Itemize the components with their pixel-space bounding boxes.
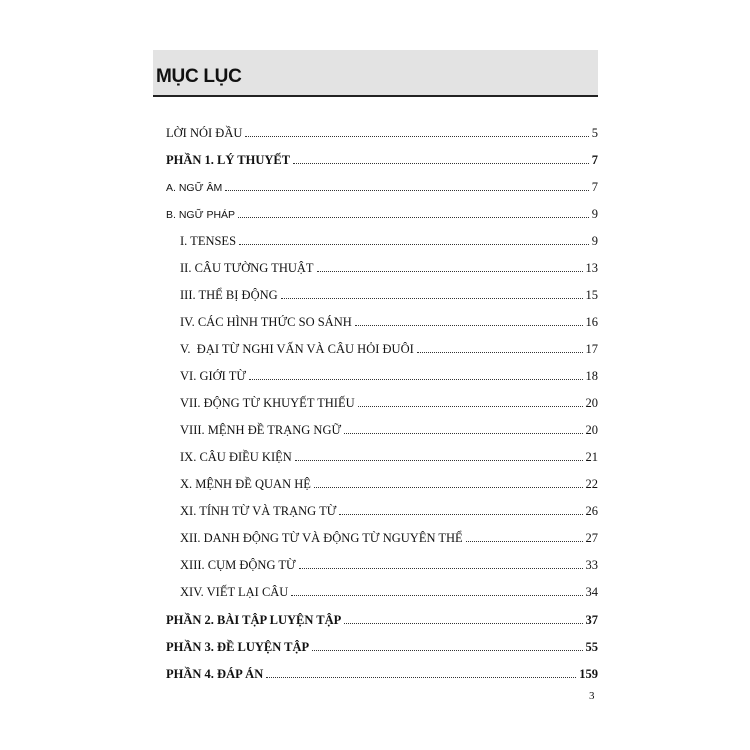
dot-leader [295, 460, 583, 461]
toc-entry-chapter-2 [180, 260, 598, 276]
dot-leader [358, 406, 583, 407]
dot-leader [344, 433, 582, 434]
dot-leader [312, 650, 582, 651]
toc-entry-section-b [166, 206, 598, 222]
toc-entry-chapter-6 [180, 368, 598, 384]
dot-leader [339, 514, 582, 515]
toc-entry-label: I. TENSES [180, 234, 237, 248]
toc-entry-part-4 [166, 666, 598, 682]
toc-entry-label: XI. TÍNH TỪ VÀ TRẠNG TỪ [180, 504, 337, 518]
toc-entry-label: PHẦN 3. ĐỀ LUYỆN TẬP [166, 640, 310, 654]
toc-entry-preface [166, 125, 598, 141]
toc-entry-chapter-12 [180, 530, 598, 546]
toc-entry-label: B. NGỮ PHÁP [166, 209, 236, 221]
dot-leader [249, 379, 582, 380]
toc-entry-label: IV. CÁC HÌNH THỨC SO SÁNH [180, 315, 352, 329]
toc-entry-chapter-3 [180, 287, 598, 303]
toc-entry-label: IX. CÂU ĐIỀU KIỆN [180, 450, 292, 464]
dot-leader [291, 595, 582, 596]
toc-entry-part-2 [166, 612, 598, 628]
dot-leader [355, 325, 583, 326]
toc-entry-label: XII. DANH ĐỘNG TỪ VÀ ĐỘNG TỪ NGUYÊN THỂ [180, 531, 463, 545]
toc-entry-chapter-10 [180, 476, 598, 492]
toc-entry-label: VII. ĐỘNG TỪ KHUYẾT THIẾU [180, 396, 355, 410]
dot-leader [266, 677, 576, 678]
toc-entry-page: 17 [585, 342, 598, 356]
toc-entry-chapter-14 [180, 584, 598, 600]
toc-entry-page: 5 [591, 126, 598, 140]
toc-entry-part-1 [166, 152, 598, 168]
toc-entry-page: 33 [585, 558, 598, 572]
toc-entry-label: LỜI NÓI ĐẦU [166, 126, 243, 140]
toc-entry-page: 7 [591, 153, 598, 167]
toc-entry-chapter-4 [180, 314, 598, 330]
dot-leader [417, 352, 583, 353]
dot-leader [239, 244, 589, 245]
toc-entry-part-3 [166, 639, 598, 655]
page-title: MỤC LỤC [156, 66, 242, 87]
toc-entry-page: 37 [585, 613, 598, 627]
toc-entry-chapter-9 [180, 449, 598, 465]
toc-entry-chapter-11 [180, 503, 598, 519]
dot-leader [225, 190, 589, 191]
toc-entry-label: III. THỂ BỊ ĐỘNG [180, 288, 278, 302]
toc-entry-page: 26 [585, 504, 598, 518]
toc-entry-page: 16 [585, 315, 598, 329]
dot-leader [299, 568, 583, 569]
dot-leader [245, 136, 588, 137]
dot-leader [317, 271, 583, 272]
toc-entry-page: 13 [585, 261, 598, 275]
toc-entry-label: X. MỆNH ĐỀ QUAN HỆ [180, 477, 311, 491]
toc-entry-chapter-7 [180, 395, 598, 411]
toc-entry-page: 159 [579, 667, 598, 681]
toc-entry-label: PHẦN 2. BÀI TẬP LUYỆN TẬP [166, 613, 342, 627]
toc-entry-section-a [166, 179, 598, 195]
dot-leader [466, 541, 583, 542]
dot-leader [281, 298, 583, 299]
toc-entry-page: 20 [585, 423, 598, 437]
toc-entry-chapter-13 [180, 557, 598, 573]
toc-entry-page: 55 [585, 640, 598, 654]
toc-entry-chapter-1 [180, 233, 598, 249]
dot-leader [314, 487, 583, 488]
toc-entry-page: 21 [585, 450, 598, 464]
toc-entry-page: 7 [591, 180, 598, 194]
toc-entry-page: 9 [591, 234, 598, 248]
toc-entry-label: PHẦN 1. LÝ THUYẾT [166, 153, 291, 167]
dot-leader [344, 623, 582, 624]
toc-entry-label: II. CÂU TƯỜNG THUẬT [180, 261, 314, 275]
dot-leader [293, 163, 589, 164]
toc-entry-page: 9 [591, 207, 598, 221]
toc-entry-chapter-5 [180, 341, 598, 357]
page-number: 3 [589, 690, 595, 702]
toc-entry-label: XIII. CỤM ĐỘNG TỪ [180, 558, 296, 572]
toc-entry-label: VIII. MỆNH ĐỀ TRẠNG NGỮ [180, 423, 342, 437]
toc-entry-page: 22 [585, 477, 598, 491]
toc-entry-page: 15 [585, 288, 598, 302]
toc-entry-label: XIV. VIẾT LẠI CÂU [180, 585, 289, 599]
toc-entry-label: VI. GIỚI TỪ [180, 369, 247, 383]
toc-entry-page: 18 [585, 369, 598, 383]
toc-entry-label: PHẦN 4. ĐÁP ÁN [166, 667, 264, 681]
toc-entry-label: A. NGỮ ÂM [166, 182, 223, 194]
toc-entry-page: 34 [585, 585, 598, 599]
toc-entry-label: V. ĐẠI TỪ NGHI VẤN VÀ CÂU HỎI ĐUÔI [180, 342, 414, 356]
toc-entry-page: 20 [585, 396, 598, 410]
toc-entry-chapter-8 [180, 422, 598, 438]
dot-leader [238, 217, 589, 218]
toc-entry-page: 27 [585, 531, 598, 545]
